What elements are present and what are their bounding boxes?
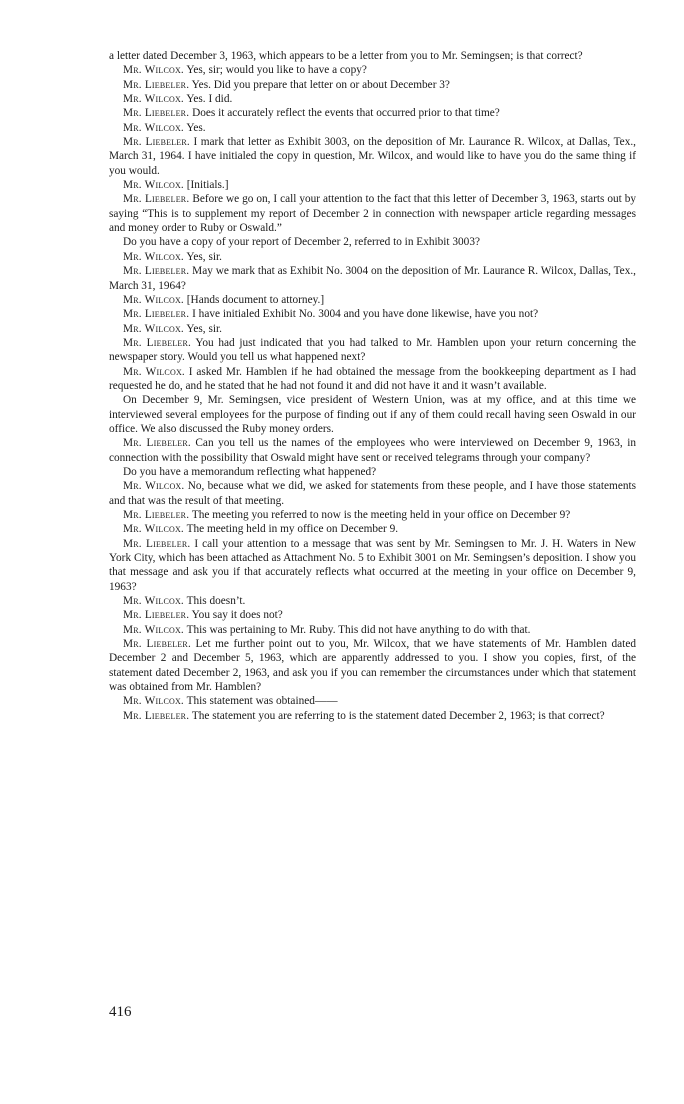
speaker-name: Mr. Wilcox. xyxy=(123,322,184,335)
speaker-name: Mr. Liebeler. xyxy=(123,638,191,651)
page-number: 416 xyxy=(109,1004,132,1020)
speaker-name: Mr. Liebeler. xyxy=(123,107,190,120)
speaker-name: Mr. Wilcox. xyxy=(123,695,184,708)
speaker-name: Mr. Liebeler. xyxy=(123,609,190,622)
paragraph-text: May we mark that as Exhibit No. 3004 on the deposition of Mr. Laurance R. Wilcox, Dallas, Tex., March 31, 1964? xyxy=(109,265,636,292)
transcript-paragraph xyxy=(109,637,636,694)
transcript-paragraph xyxy=(109,307,636,321)
speaker-name: Mr. Liebeler. xyxy=(123,709,190,722)
transcript-paragraph xyxy=(109,479,636,508)
transcript-paragraph xyxy=(109,250,636,264)
transcript-body xyxy=(109,49,636,723)
transcript-paragraph xyxy=(109,522,636,536)
speaker-name: Mr. Liebeler. xyxy=(123,78,190,91)
speaker-name: Mr. Wilcox. xyxy=(123,250,184,263)
paragraph-text: Yes. I did. xyxy=(186,93,233,106)
paragraph-text: Yes, sir. xyxy=(186,250,222,263)
speaker-name: Mr. Liebeler. xyxy=(123,509,190,521)
paragraph-text: Do you have a copy of your report of December 2, referred to in Exhibit 3003? xyxy=(123,236,480,249)
paragraph-text: Yes. xyxy=(186,121,206,134)
paragraph-text: Yes, sir. xyxy=(186,322,222,335)
transcript-paragraph xyxy=(109,121,636,135)
transcript-paragraph xyxy=(109,322,636,336)
paragraph-text: [Hands document to attorney.] xyxy=(186,293,325,306)
transcript-paragraph xyxy=(109,78,636,92)
paragraph-text: This was pertaining to Mr. Ruby. This did not have anything to do with that. xyxy=(186,623,531,636)
paragraph-text: Yes, sir; would you like to have a copy? xyxy=(186,64,367,77)
transcript-paragraph xyxy=(109,293,636,307)
paragraph-text: Can you tell us the names of the employees who were interviewed on December 9, 1963, in connection with the possibility that Oswald might have sent or received telegrams through your company? xyxy=(109,437,636,464)
paragraph-text: No, because what we did, we asked for statements from these people, and I have those statements and that was the result of that meeting. xyxy=(109,480,637,507)
transcript-paragraph xyxy=(109,92,636,106)
paragraph-text: This doesn’t. xyxy=(186,595,246,608)
paragraph-text: This statement was obtained—— xyxy=(186,695,338,708)
paragraph-text: The meeting held in my office on December 9. xyxy=(186,523,399,536)
transcript-paragraph xyxy=(109,608,636,622)
paragraph-text: Yes. Did you prepare that letter on or about December 3? xyxy=(191,78,450,91)
transcript-paragraph xyxy=(109,694,636,708)
transcript-paragraph xyxy=(109,336,636,365)
paragraph-text: You say it does not? xyxy=(191,609,283,622)
transcript-paragraph xyxy=(109,135,636,178)
transcript-paragraph xyxy=(109,106,636,120)
transcript-paragraph xyxy=(109,709,636,723)
paragraph-text: a letter dated December 3, 1963, which appears to be a letter from you to Mr. Semingsen; is that correct? xyxy=(109,50,583,62)
speaker-name: Mr. Wilcox. xyxy=(123,623,184,636)
speaker-name: Mr. Liebeler. xyxy=(123,136,190,149)
paragraph-text: Before we go on, I call your attention to the fact that this letter of December 3, 1963, starts out by saying “This is to supplement my report of December 2 in connection with newspaper article regarding messages and money order to Ruby or Oswald.” xyxy=(109,193,637,235)
speaker-name: Mr. Wilcox. xyxy=(123,293,184,306)
paragraph-text: I have initialed Exhibit No. 3004 and you have done likewise, have you not? xyxy=(192,308,539,321)
speaker-name: Mr. Wilcox. xyxy=(123,179,184,192)
speaker-name: Mr. Liebeler. xyxy=(123,336,192,349)
paragraph-text: Does it accurately reflect the events that occurred prior to that time? xyxy=(192,107,500,120)
transcript-paragraph xyxy=(109,365,636,394)
paragraph-text: I asked Mr. Hamblen if he had obtained the message from the bookkeeping department as I had requested he do, and he stated that he had not found it and did not have it and it wasn’t available. xyxy=(109,365,637,392)
transcript-paragraph xyxy=(109,235,636,249)
speaker-name: Mr. Wilcox. xyxy=(123,121,184,134)
speaker-name: Mr. Liebeler. xyxy=(123,308,190,321)
speaker-name: Mr. Liebeler. xyxy=(123,437,191,450)
speaker-name: Mr. Wilcox. xyxy=(123,480,185,493)
paragraph-text: You had just indicated that you had talked to Mr. Hamblen upon your return concerning the newspaper story. Would you tell us what happened next? xyxy=(109,336,636,364)
transcript-paragraph xyxy=(109,192,636,235)
transcript-paragraph xyxy=(109,63,636,77)
paragraph-text: The meeting you referred to now is the meeting held in your office on December 9? xyxy=(191,509,571,521)
transcript-paragraph xyxy=(109,264,636,293)
paragraph-text: On December 9, Mr. Semingsen, vice president of Western Union, was at my office, and at this time we interviewed several employees for the purpose of finding out if any of them could recall having seen Oswald in our office. We also discussed the Ruby money orders. xyxy=(109,394,636,435)
transcript-paragraph xyxy=(109,537,636,594)
paragraph-text: The statement you are referring to is the statement dated December 2, 1963; is that correct? xyxy=(191,709,605,722)
speaker-name: Mr. Liebeler. xyxy=(123,193,190,206)
speaker-name: Mr. Wilcox. xyxy=(123,64,184,77)
transcript-paragraph xyxy=(109,178,636,192)
speaker-name: Mr. Wilcox. xyxy=(123,93,184,106)
speaker-name: Mr. Liebeler. xyxy=(123,265,190,278)
transcript-paragraph xyxy=(109,508,636,522)
transcript-paragraph xyxy=(109,49,636,63)
transcript-paragraph xyxy=(109,623,636,637)
transcript-paragraph xyxy=(109,594,636,608)
speaker-name: Mr. Liebeler. xyxy=(123,537,191,550)
speaker-name: Mr. Wilcox. xyxy=(123,595,184,608)
paragraph-text: I mark that letter as Exhibit 3003, on the deposition of Mr. Laurance R. Wilcox, at Dallas, Tex., March 31, 1964. I have initialed the copy in question, Mr. Wilcox, and would like to have you do the same thing if you would. xyxy=(109,136,636,177)
speaker-name: Mr. Wilcox. xyxy=(123,365,185,378)
transcript-paragraph xyxy=(109,465,636,479)
paragraph-text: I call your attention to a message that was sent by Mr. Semingsen to Mr. J. H. Waters in New York City, which has been attached as Attachment No. 5 to Exhibit 3001 on Mr. Semingsen’s deposition. I show you that message and ask you if that accurately reflects what occurred at the meeting in your office on December 9, 1963? xyxy=(109,537,636,593)
speaker-name: Mr. Wilcox. xyxy=(123,523,184,536)
transcript-paragraph xyxy=(109,436,636,465)
paragraph-text: Do you have a memorandum reflecting what happened? xyxy=(123,465,377,478)
paragraph-text: [Initials.] xyxy=(186,179,229,192)
transcript-paragraph xyxy=(109,393,636,436)
paragraph-text: Let me further point out to you, Mr. Wilcox, that we have statements of Mr. Hamblen dated December 2 and December 5, 1963, which are apparently addressed to you. I show you copies, first, of the statement dated December 2, 1963, and ask you if you can remember the circumstances under which that statement was obtained from Mr. Hamblen? xyxy=(109,638,636,694)
